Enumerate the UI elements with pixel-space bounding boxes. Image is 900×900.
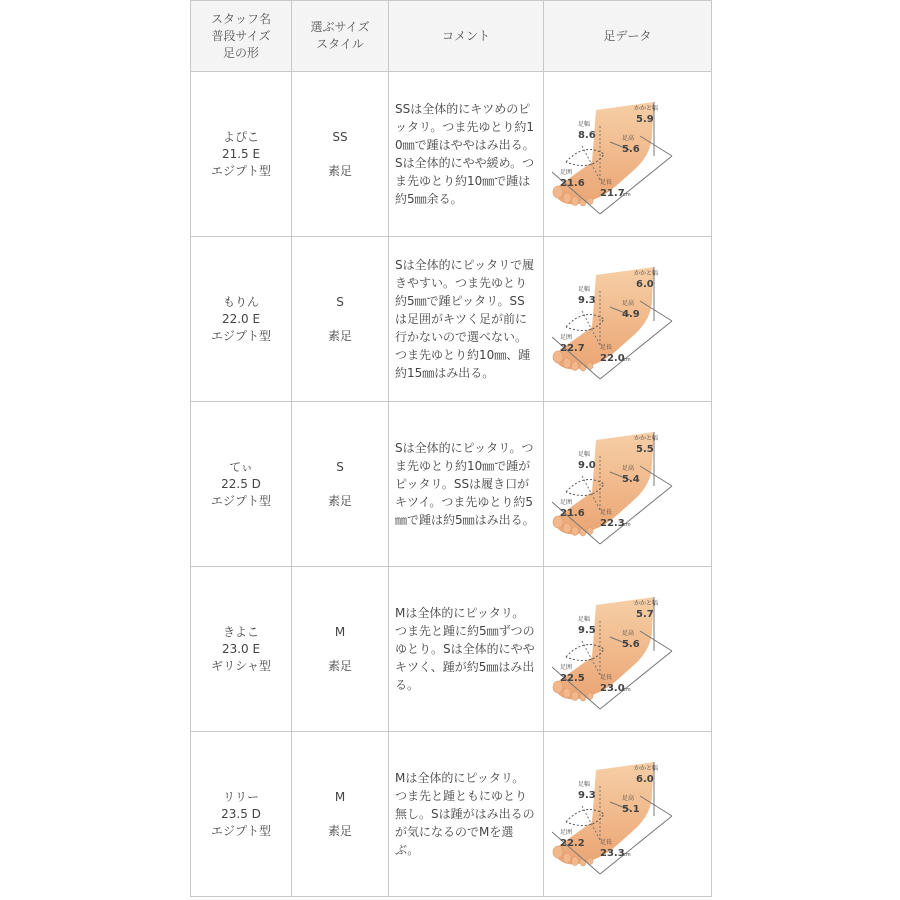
staff-cell	[191, 732, 292, 897]
value-length: 23.3	[599, 848, 625, 859]
header-style: スタイル	[316, 37, 364, 51]
usual-size: 22.0 E	[221, 311, 261, 326]
table-row	[191, 237, 712, 402]
header-chosen-size: 選ぶサイズ	[310, 20, 370, 34]
label-width: 足幅	[577, 781, 590, 788]
label-length: 足長	[599, 674, 612, 681]
label-heel: かかと幅	[633, 765, 658, 772]
usual-size: 23.5 D	[221, 806, 261, 821]
value-height: 4.9	[621, 309, 640, 320]
wear-style: 素足	[327, 493, 352, 508]
table-row	[191, 732, 712, 897]
foot-shape: エジプト型	[210, 823, 271, 838]
label-width: 足幅	[577, 451, 590, 458]
foot-shape: エジプト型	[210, 493, 271, 508]
foot-diagram	[548, 748, 708, 880]
staff-cell	[191, 402, 292, 567]
label-height: 足高	[621, 795, 634, 802]
staff-cell	[191, 72, 292, 237]
value-heel: 5.5	[635, 444, 654, 455]
chosen-size: SS	[332, 129, 348, 144]
value-girth: 21.6	[559, 178, 585, 189]
unit-cm: cm	[622, 192, 631, 198]
value-girth: 22.2	[559, 838, 585, 849]
label-length: 足長	[599, 839, 612, 846]
wear-style: 素足	[327, 658, 352, 673]
label-width: 足幅	[577, 286, 590, 293]
size-style-cell	[292, 72, 389, 237]
staff-name: リリー	[222, 789, 259, 804]
label-girth: 足囲	[559, 499, 572, 506]
size-style-cell	[292, 237, 389, 402]
value-length: 22.0	[599, 353, 625, 364]
value-heel: 5.9	[635, 114, 654, 125]
staff-size-table	[190, 0, 712, 897]
chosen-size: S	[336, 459, 344, 474]
value-height: 5.4	[621, 474, 640, 485]
value-height: 5.6	[621, 639, 640, 650]
size-style-cell	[292, 567, 389, 732]
value-width: 9.3	[577, 295, 596, 306]
foot-diagram	[548, 88, 708, 220]
usual-size: 21.5 E	[221, 146, 261, 161]
table-row	[191, 72, 712, 237]
table-header-row	[191, 1, 712, 72]
header-comment: コメント	[389, 1, 544, 72]
label-heel: かかと幅	[633, 435, 658, 442]
staff-name: てぃ	[229, 459, 253, 474]
usual-size: 22.5 D	[221, 476, 261, 491]
label-width: 足幅	[577, 616, 590, 623]
value-girth: 22.5	[559, 673, 585, 684]
value-width: 9.3	[577, 790, 596, 801]
comment-cell: SSは全体的にキツめのピッタリ。つま先ゆとり約10㎜で踵はややはみ出る。Sは全体的にやや緩め。つま先ゆとり約10㎜で踵は約5㎜余る。	[389, 72, 544, 237]
foot-diagram	[548, 583, 708, 715]
value-length: 23.0	[599, 683, 625, 694]
unit-cm: cm	[622, 357, 631, 363]
value-width: 9.5	[577, 625, 596, 636]
value-height: 5.1	[621, 804, 640, 815]
staff-name: もりん	[222, 294, 259, 309]
staff-cell	[191, 237, 292, 402]
header-size-style	[292, 1, 389, 72]
chosen-size: M	[334, 624, 346, 639]
label-height: 足高	[621, 630, 634, 637]
size-style-cell	[292, 732, 389, 897]
usual-size: 23.0 E	[221, 641, 261, 656]
label-heel: かかと幅	[633, 600, 658, 607]
table-row	[191, 567, 712, 732]
table-row	[191, 402, 712, 567]
label-girth: 足囲	[559, 334, 572, 341]
foot-data-cell	[544, 402, 712, 567]
label-heel: かかと幅	[633, 270, 658, 277]
value-heel: 6.0	[635, 774, 654, 785]
size-style-cell	[292, 402, 389, 567]
staff-name: きよこ	[222, 624, 259, 639]
label-length: 足長	[599, 509, 612, 516]
foot-shape: エジプト型	[210, 328, 271, 343]
value-width: 9.0	[577, 460, 596, 471]
foot-shape: エジプト型	[210, 163, 271, 178]
label-girth: 足囲	[559, 169, 572, 176]
value-heel: 6.0	[635, 279, 654, 290]
label-width: 足幅	[577, 121, 590, 128]
wear-style: 素足	[327, 823, 352, 838]
value-girth: 22.7	[559, 343, 585, 354]
unit-cm: cm	[622, 687, 631, 693]
label-height: 足高	[621, 465, 634, 472]
comment-cell: Mは全体的にピッタリ。つま先と踵に約5㎜ずつのゆとり。Sは全体的にややキツく、踵が約5㎜はみ出る。	[389, 567, 544, 732]
foot-shape: ギリシャ型	[211, 658, 271, 673]
label-height: 足高	[621, 300, 634, 307]
value-heel: 5.7	[635, 609, 654, 620]
header-staff-name: スタッフ名	[210, 11, 271, 26]
header-staff	[191, 1, 292, 72]
value-length: 21.7	[599, 188, 625, 199]
foot-data-cell	[544, 237, 712, 402]
label-height: 足高	[621, 135, 634, 142]
label-heel: かかと幅	[633, 105, 658, 112]
foot-data-cell	[544, 732, 712, 897]
label-girth: 足囲	[559, 829, 572, 836]
chosen-size: S	[336, 294, 344, 309]
unit-cm: cm	[622, 522, 631, 528]
staff-name: よぴこ	[222, 129, 259, 144]
foot-diagram	[548, 418, 708, 550]
label-length: 足長	[599, 179, 612, 186]
foot-data-cell	[544, 567, 712, 732]
header-usual-size: 普段サイズ	[211, 28, 271, 43]
comment-cell: Sは全体的にピッタリ。つま先ゆとり約10㎜で踵がピッタリ。SSは履き口がキツイ。つま先ゆとり約5㎜で踵は約5㎜はみ出る。	[389, 402, 544, 567]
foot-diagram	[548, 253, 708, 385]
header-foot-shape: 足の形	[222, 45, 259, 60]
staff-cell	[191, 567, 292, 732]
value-height: 5.6	[621, 144, 640, 155]
value-length: 22.3	[599, 518, 625, 529]
chosen-size: M	[334, 789, 346, 804]
comment-cell: Mは全体的にピッタリ。つま先と踵ともにゆとり無し。Sは踵がはみ出るのが気になるのでMを選ぶ。	[389, 732, 544, 897]
value-girth: 21.6	[559, 508, 585, 519]
label-girth: 足囲	[559, 664, 572, 671]
comment-cell: Sは全体的にピッタリで履きやすい。つま先ゆとり約5㎜で踵ピッタリ。SSは足囲がキツく足が前に行かないので選べない。つま先ゆとり約10㎜、踵約15㎜はみ出る。	[389, 237, 544, 402]
unit-cm: cm	[622, 852, 631, 858]
label-length: 足長	[599, 344, 612, 351]
header-foot-data: 足データ	[544, 1, 712, 72]
foot-data-cell	[544, 72, 712, 237]
value-width: 8.6	[577, 130, 596, 141]
wear-style: 素足	[327, 163, 352, 178]
wear-style: 素足	[327, 328, 352, 343]
